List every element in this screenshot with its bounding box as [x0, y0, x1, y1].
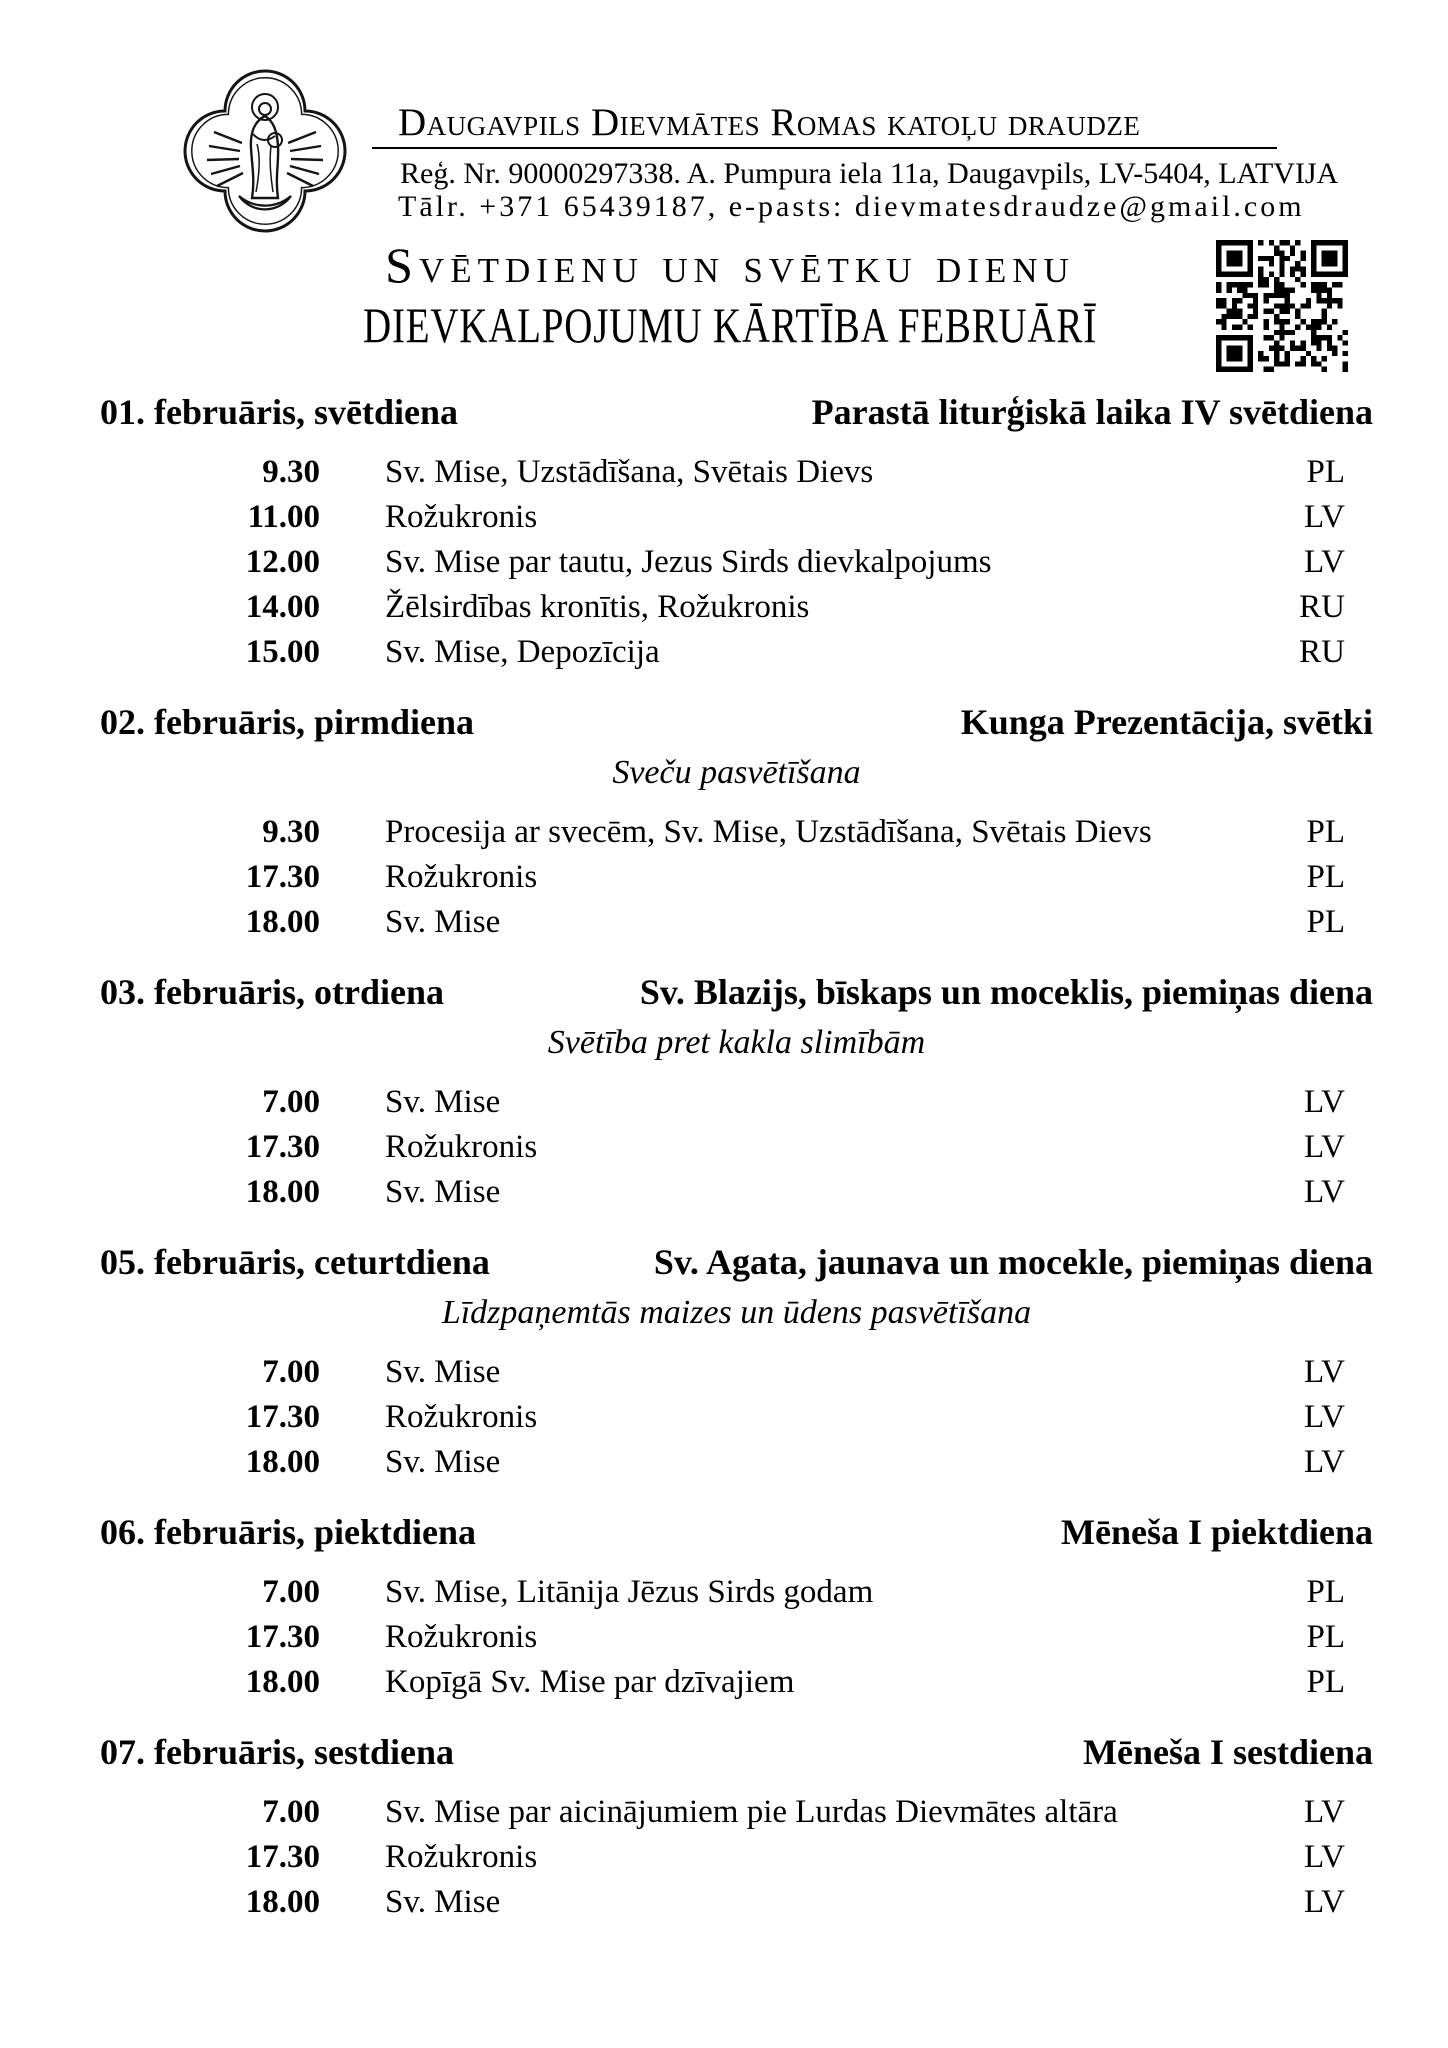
org-contact-line: Tālr. +371 65439187, e-pasts: dievmatesdraudze@gmail.com — [398, 190, 1305, 223]
service-language: PL — [1306, 1619, 1345, 1655]
service-time: 18.00 — [245, 1664, 320, 1700]
service-language: LV — [1304, 1399, 1345, 1435]
day-feast: Sv. Agata, jaunava un mocekle, piemiņas diena — [653, 1242, 1373, 1282]
service-time: 18.00 — [245, 904, 320, 940]
service-description: Sv. Mise par aicinājumiem pie Lurdas Dievmātes altāra — [385, 1794, 1118, 1830]
service-description: Sv. Mise — [385, 1354, 501, 1390]
service-description: Procesija ar svecēm, Sv. Mise, Uzstādīšana, Svētais Dievs — [385, 814, 1152, 850]
service-rows — [100, 450, 1373, 675]
day-feast: Kunga Prezentācija, svētki — [960, 702, 1373, 742]
service-description: Sv. Mise — [385, 1174, 501, 1210]
service-time: 9.30 — [262, 454, 320, 490]
day-feast: Mēneša I sestdiena — [1083, 1732, 1373, 1772]
service-description: Rožukronis — [385, 859, 538, 895]
service-description: Rožukronis — [385, 1839, 538, 1875]
title-line-1: Svētdienu un svētku dienu — [385, 237, 1075, 293]
service-row — [100, 1570, 1373, 1615]
service-language: PL — [1306, 454, 1345, 490]
service-language: LV — [1304, 1794, 1345, 1830]
service-description: Sv. Mise, Uzstādīšana, Svētais Dievs — [385, 454, 874, 490]
service-row — [100, 1440, 1373, 1485]
day-date: 05. februāris, ceturtdiena — [100, 1242, 490, 1282]
service-language: PL — [1306, 1574, 1345, 1610]
day-heading — [100, 390, 1373, 435]
service-rows — [100, 1350, 1373, 1485]
day-heading — [100, 970, 1373, 1015]
service-language: RU — [1299, 589, 1345, 625]
service-row — [100, 450, 1373, 495]
service-description: Rožukronis — [385, 1129, 538, 1165]
service-row — [100, 1790, 1373, 1835]
day-section-07 — [100, 1730, 1373, 1925]
org-name: Daugavpils Dievmātes Romas katoļu draudze — [372, 102, 1277, 149]
day-feast: Parastā liturģiskā laika IV svētdiena — [811, 392, 1373, 432]
service-description: Rožukronis — [385, 499, 538, 535]
service-description: Sv. Mise — [385, 1884, 501, 1920]
service-time: 17.30 — [245, 1839, 320, 1875]
service-rows — [100, 810, 1373, 945]
service-row — [100, 1080, 1373, 1125]
letterhead — [372, 101, 1339, 223]
madonna-quatrefoil-icon — [183, 66, 347, 236]
day-heading — [100, 1510, 1373, 1555]
org-registration-line: Reģ. Nr. 90000297338. A. Pumpura iela 11a, Daugavpils, LV-5404, LATVIJA — [400, 157, 1339, 190]
day-section-06 — [100, 1510, 1373, 1705]
day-heading — [100, 1240, 1373, 1285]
service-language: LV — [1304, 1444, 1345, 1480]
service-row — [100, 1880, 1373, 1925]
service-time: 18.00 — [245, 1444, 320, 1480]
service-description: Sv. Mise — [385, 904, 501, 940]
service-row — [100, 810, 1373, 855]
service-row — [100, 900, 1373, 945]
service-language: LV — [1304, 1084, 1345, 1120]
service-language: LV — [1304, 1354, 1345, 1390]
service-row — [100, 1170, 1373, 1215]
service-language: LV — [1304, 544, 1345, 580]
day-note: Sveču pasvētīšana — [612, 754, 861, 791]
day-feast: Sv. Blazijs, bīskaps un moceklis, piemiņas diena — [639, 972, 1373, 1012]
document-title — [90, 238, 1370, 352]
service-time: 17.30 — [245, 1129, 320, 1165]
service-time: 11.00 — [247, 499, 320, 535]
schedule — [100, 390, 1373, 1925]
service-row — [100, 630, 1373, 675]
day-date: 01. februāris, svētdiena — [100, 392, 458, 432]
service-time: 7.00 — [262, 1794, 320, 1830]
service-row — [100, 585, 1373, 630]
service-description: Sv. Mise par tautu, Jezus Sirds dievkalpojums — [385, 544, 992, 580]
service-time: 14.00 — [245, 589, 320, 625]
service-row — [100, 540, 1373, 585]
day-section-05 — [100, 1240, 1373, 1485]
service-time: 9.30 — [262, 814, 320, 850]
day-note: Svētība pret kakla slimībām — [547, 1024, 926, 1061]
service-language: LV — [1304, 1839, 1345, 1875]
day-feast: Mēneša I piektdiena — [1060, 1512, 1373, 1552]
service-description: Sv. Mise, Depozīcija — [385, 634, 660, 670]
service-time: 7.00 — [262, 1354, 320, 1390]
day-date: 07. februāris, sestdiena — [100, 1732, 454, 1772]
service-description: Žēlsirdības kronītis, Rožukronis — [385, 589, 810, 625]
service-time: 7.00 — [262, 1574, 320, 1610]
parish-emblem-logo — [183, 66, 347, 238]
service-time: 17.30 — [245, 859, 320, 895]
service-row — [100, 1350, 1373, 1395]
service-language: LV — [1304, 1884, 1345, 1920]
service-time: 17.30 — [245, 1619, 320, 1655]
service-time: 15.00 — [245, 634, 320, 670]
service-row — [100, 1125, 1373, 1170]
qr-code-graphic — [1216, 240, 1348, 372]
service-time: 7.00 — [262, 1084, 320, 1120]
service-language: PL — [1306, 859, 1345, 895]
service-row — [100, 495, 1373, 540]
service-language: RU — [1299, 634, 1345, 670]
day-section-03 — [100, 970, 1373, 1215]
service-description: Rožukronis — [385, 1399, 538, 1435]
service-row — [100, 1615, 1373, 1660]
service-description: Sv. Mise — [385, 1084, 501, 1120]
service-language: LV — [1304, 1174, 1345, 1210]
day-date: 03. februāris, otrdiena — [100, 972, 444, 1012]
service-language: PL — [1306, 904, 1345, 940]
service-description: Sv. Mise — [385, 1444, 501, 1480]
service-language: LV — [1304, 1129, 1345, 1165]
day-date: 02. februāris, pirmdiena — [100, 702, 474, 742]
service-row — [100, 1660, 1373, 1705]
service-row — [100, 855, 1373, 900]
service-rows — [100, 1570, 1373, 1705]
service-rows — [100, 1080, 1373, 1215]
service-description: Sv. Mise, Litānija Jēzus Sirds godam — [385, 1574, 874, 1610]
day-section-01 — [100, 390, 1373, 675]
day-heading — [100, 1730, 1373, 1775]
service-time: 17.30 — [245, 1399, 320, 1435]
service-time: 12.00 — [245, 544, 320, 580]
service-description: Rožukronis — [385, 1619, 538, 1655]
day-date: 06. februāris, piektdiena — [100, 1512, 477, 1552]
service-language: LV — [1304, 499, 1345, 535]
service-language: PL — [1306, 1664, 1345, 1700]
day-section-02 — [100, 700, 1373, 945]
service-description: Kopīgā Sv. Mise par dzīvajiem — [385, 1664, 795, 1700]
service-time: 18.00 — [245, 1884, 320, 1920]
day-note: Līdzpaņemtās maizes un ūdens pasvētīšana — [441, 1294, 1032, 1331]
day-heading — [100, 700, 1373, 745]
service-rows — [100, 1790, 1373, 1925]
service-time: 18.00 — [245, 1174, 320, 1210]
service-language: PL — [1306, 814, 1345, 850]
title-line-2: DIEVKALPOJUMU KĀRTĪBA FEBRUĀRĪ — [363, 297, 1097, 353]
service-row — [100, 1395, 1373, 1440]
qr-code-icon — [1216, 240, 1348, 372]
service-row — [100, 1835, 1373, 1880]
